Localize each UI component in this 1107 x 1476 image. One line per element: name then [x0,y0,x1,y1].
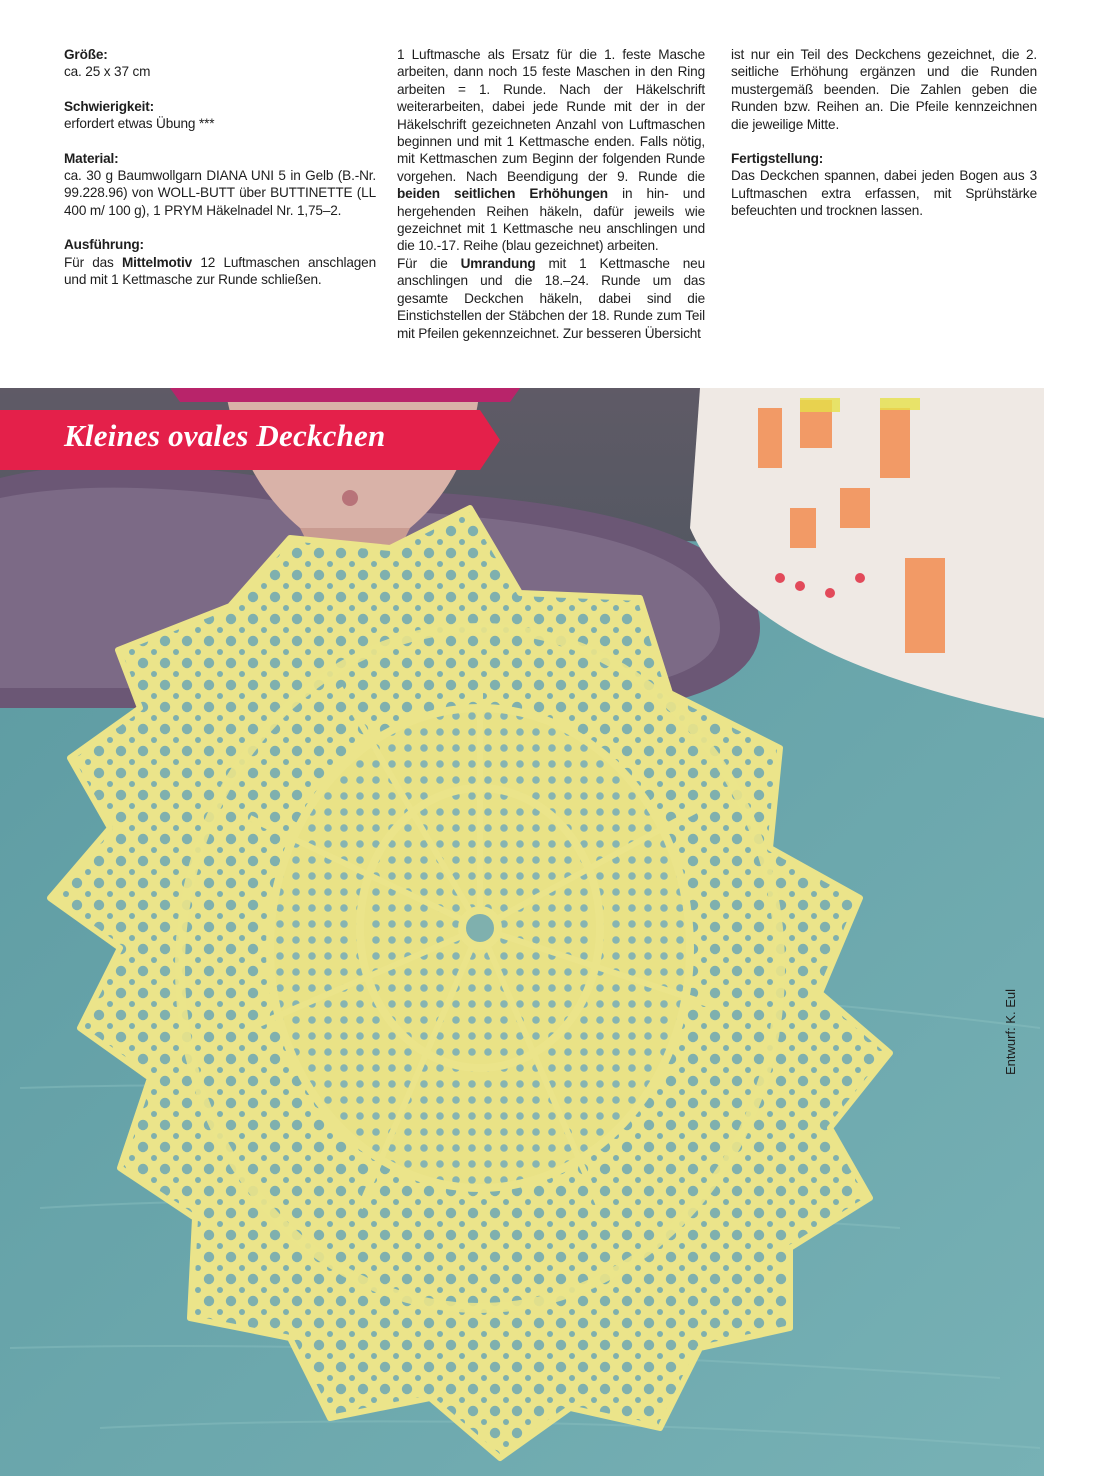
text-column-2 [397,46,705,342]
doily-illustration [0,388,1044,1476]
material-value: ca. 30 g Baumwollgarn DIANA UNI 5 in Gelb (B.-Nr. 99.228.96) von WOLL-BUTT über BUTTINETTE (LL 400 m/ 100 g), 1 PRYM Häkelnadel Nr. 1,75–2. [64,168,376,218]
execution-intro: Für das Mittelmotiv 12 Luftmaschen anschlagen und mit 1 Kettmasche zur Runde schließen. [64,254,376,288]
execution-paragraph-2: 1 Luftmasche als Ersatz für die 1. feste Masche arbeiten, dann noch 15 feste Maschen in den Ring arbeiten = 1. Runde. Nach der Häkelschrift weiterarbeiten, dabei jede Runde mit der in der Häkelschrift gezeichneten Anzahl von Luftmaschen beginnen und mit 1 Kettmasche enden. Falls nötig, mit Kettmaschen zum Beginn der folgenden Runde vorgehen. Nach Beendigung der 9. Runde die beiden seitlichen Erhöhungen in hin- und hergehenden Reihen häkeln, dafür jeweils wie gezeichnet mit 1 Kettmasche neu anschlingen und die 10.-17. Reihe (blau gezeichnet) arbeiten. [397,47,705,254]
finishing-heading: Fertigstellung: [731,151,824,167]
execution-paragraph-3: Für die Umrandung mit 1 Kettmasche neu anschlingen und die 18.–24. Runde um das gesamte Deckchen häkeln, dabei sind die Einstichstellen der Stäbchen der 18. Runde zum Teil mit Pfeilen gekennzeichnet. Zur besseren Übersicht [397,255,705,341]
difficulty-value: erfordert etwas Übung *** [64,116,215,132]
page-title: Kleines ovales Deckchen [64,418,386,453]
finishing-value: Das Deckchen spannen, dabei jeden Bogen aus 3 Luftmaschen extra erfassen, mit Sprühstärke befeuchten und trocknen lassen. [731,168,1037,219]
execution-paragraph-3-continued: ist nur ein Teil des Deckchens gezeichnet, die 2. seitliche Erhöhung ergänzen und die Runden mustergemäß beenden. Die Zahlen geben die Runden bzw. Reihen an. Die Pfeile kennzeichnen die jeweilige Mitte. [731,47,1037,132]
text-column-1 [64,46,376,288]
execution-heading: Ausführung: [64,237,144,253]
doily-photo [0,388,1044,1476]
size-value: ca. 25 x 37 cm [64,64,151,80]
size-heading: Größe: [64,47,108,62]
design-credit: Entwurf: K. Eul [1003,989,1018,1075]
material-heading: Material: [64,150,119,166]
difficulty-heading: Schwierigkeit: [64,98,155,114]
